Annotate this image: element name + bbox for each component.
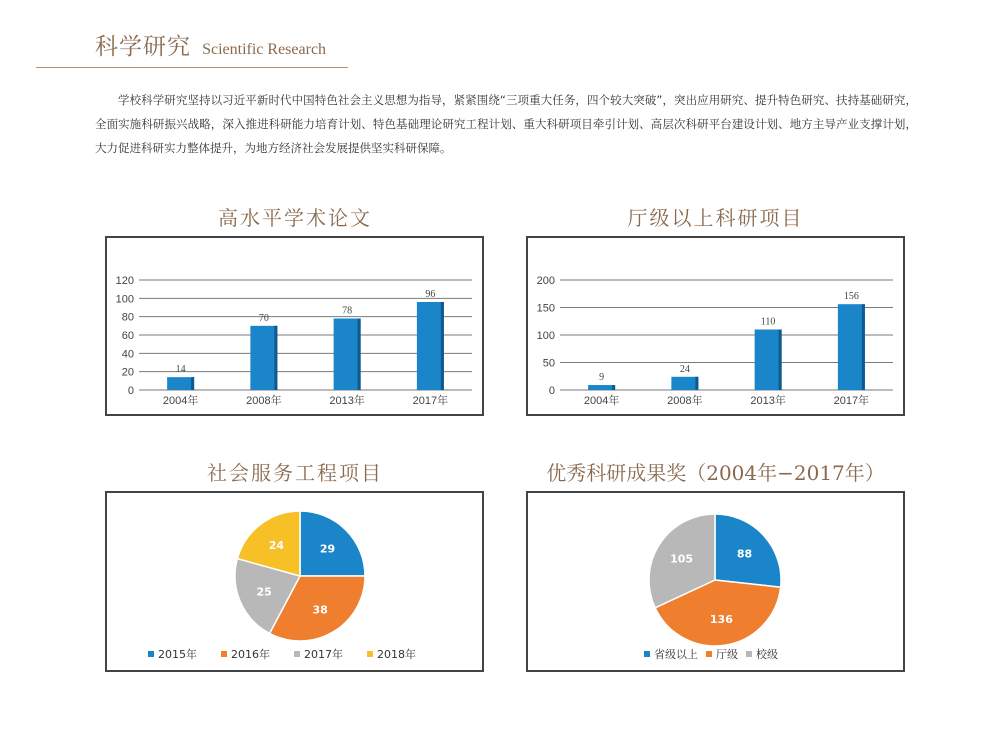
service-legend-label: 2015年 <box>158 648 197 661</box>
header-divider <box>36 67 348 68</box>
papers-ytick-label: 0 <box>127 385 134 397</box>
papers-chart-title: 高水平学术论文 <box>218 206 372 230</box>
page-header <box>95 28 326 61</box>
projects-bar-shade <box>695 377 698 390</box>
papers-chart-panel <box>105 236 484 416</box>
papers-bar-shade <box>191 377 194 390</box>
projects-ytick-label: 0 <box>548 385 555 397</box>
service-slice-label: 25 <box>256 585 272 599</box>
projects-bar-shade <box>862 304 865 390</box>
projects-bar <box>755 330 782 391</box>
papers-bar-shade <box>441 302 444 390</box>
service-legend-label: 2017年 <box>304 648 343 661</box>
service-slice-label: 24 <box>268 538 285 552</box>
projects-bar-shade <box>612 385 615 390</box>
papers-bar <box>334 319 361 391</box>
projects-bar <box>588 385 615 390</box>
page-subtitle: Scientific Research <box>202 41 327 58</box>
awards-legend-label: 校级 <box>756 648 778 661</box>
projects-data-label: 9 <box>599 372 605 384</box>
projects-ytick-label: 100 <box>536 330 555 342</box>
papers-ytick-label: 40 <box>121 348 134 361</box>
papers-ytick-label: 100 <box>115 293 134 306</box>
papers-data-label: 78 <box>342 305 353 317</box>
projects-xtick-label: 2013年 <box>750 395 786 407</box>
papers-ytick-label: 60 <box>121 330 134 342</box>
projects-bar <box>838 304 865 390</box>
service-slice-label: 29 <box>319 542 336 556</box>
awards-chart-title: 优秀科研成果奖（2004年−2017年） <box>546 461 885 485</box>
papers-data-label: 14 <box>175 364 186 376</box>
intro-text: 学校科学研究坚持以习近平新时代中国特色社会主义思想为指导，紧紧围绕“三项重大任务，四个较大突破”，突出应用研究、提升特色研究、扶持基础研究，全面实施科研振兴战略，深入推进科研能力培育计划、特色基础理论研究工程计划、重大科研项目牵引计划、高层次科研平台建设计划、地方主导产业支撑计划，大力促进科研实力整体提升，为地方经济社会发展提供坚实科研保障。 <box>95 93 917 155</box>
papers-bar-shade <box>274 326 277 390</box>
projects-data-label: 110 <box>760 316 776 328</box>
awards-slice-label: 88 <box>736 547 753 561</box>
papers-bar-shade <box>358 319 361 391</box>
service-legend-swatch <box>148 651 154 657</box>
papers-xtick-label: 2008年 <box>246 395 282 407</box>
papers-xtick-label: 2004年 <box>162 395 199 407</box>
awards-legend-swatch <box>644 651 650 657</box>
papers-data-label: 96 <box>425 289 436 300</box>
page-title: 科学研究 <box>95 34 191 60</box>
papers-ytick-label: 120 <box>115 275 134 287</box>
awards-chart-panel <box>526 491 905 672</box>
service-legend-swatch <box>367 651 373 657</box>
papers-xtick-label: 2013年 <box>329 395 365 407</box>
service-legend-label: 2016年 <box>231 648 270 661</box>
projects-bar-shade <box>779 330 782 391</box>
projects-data-label: 156 <box>843 291 859 303</box>
papers-ytick-label: 20 <box>121 366 134 379</box>
projects-xtick-label: 2017年 <box>833 395 870 407</box>
projects-bar-chart <box>528 238 903 414</box>
papers-xtick-label: 2017年 <box>412 395 449 407</box>
service-chart-title: 社会服务工程项目 <box>207 461 383 485</box>
papers-bar <box>417 302 444 390</box>
service-legend-label: 2018年 <box>377 648 416 661</box>
awards-pie-chart <box>528 493 903 670</box>
projects-ytick-label: 50 <box>542 357 555 370</box>
projects-ytick-label: 200 <box>536 275 555 287</box>
service-slice-label: 38 <box>312 603 328 617</box>
intro-paragraph <box>95 88 917 160</box>
awards-legend-label: 省级以上 <box>654 648 698 661</box>
projects-chart-title: 厅级以上科研项目 <box>627 206 804 230</box>
papers-ytick-label: 80 <box>121 311 134 324</box>
projects-bar <box>671 377 698 390</box>
awards-legend-swatch <box>706 651 712 657</box>
projects-data-label: 24 <box>679 363 690 375</box>
awards-legend-swatch <box>746 651 752 657</box>
service-legend-swatch <box>221 651 227 657</box>
projects-ytick-label: 150 <box>536 302 555 315</box>
service-chart-panel <box>105 491 484 672</box>
projects-xtick-label: 2004年 <box>583 395 620 407</box>
projects-xtick-label: 2008年 <box>667 395 703 407</box>
projects-chart-panel <box>526 236 905 416</box>
service-pie-chart <box>107 493 482 670</box>
service-legend-swatch <box>294 651 300 657</box>
papers-bar-chart <box>107 238 482 414</box>
awards-slice-label: 105 <box>670 552 694 566</box>
awards-legend-label: 厅级 <box>716 648 738 661</box>
papers-bar <box>167 377 194 390</box>
awards-slice-label: 136 <box>709 613 733 627</box>
papers-bar <box>250 326 277 390</box>
papers-data-label: 70 <box>258 312 269 324</box>
